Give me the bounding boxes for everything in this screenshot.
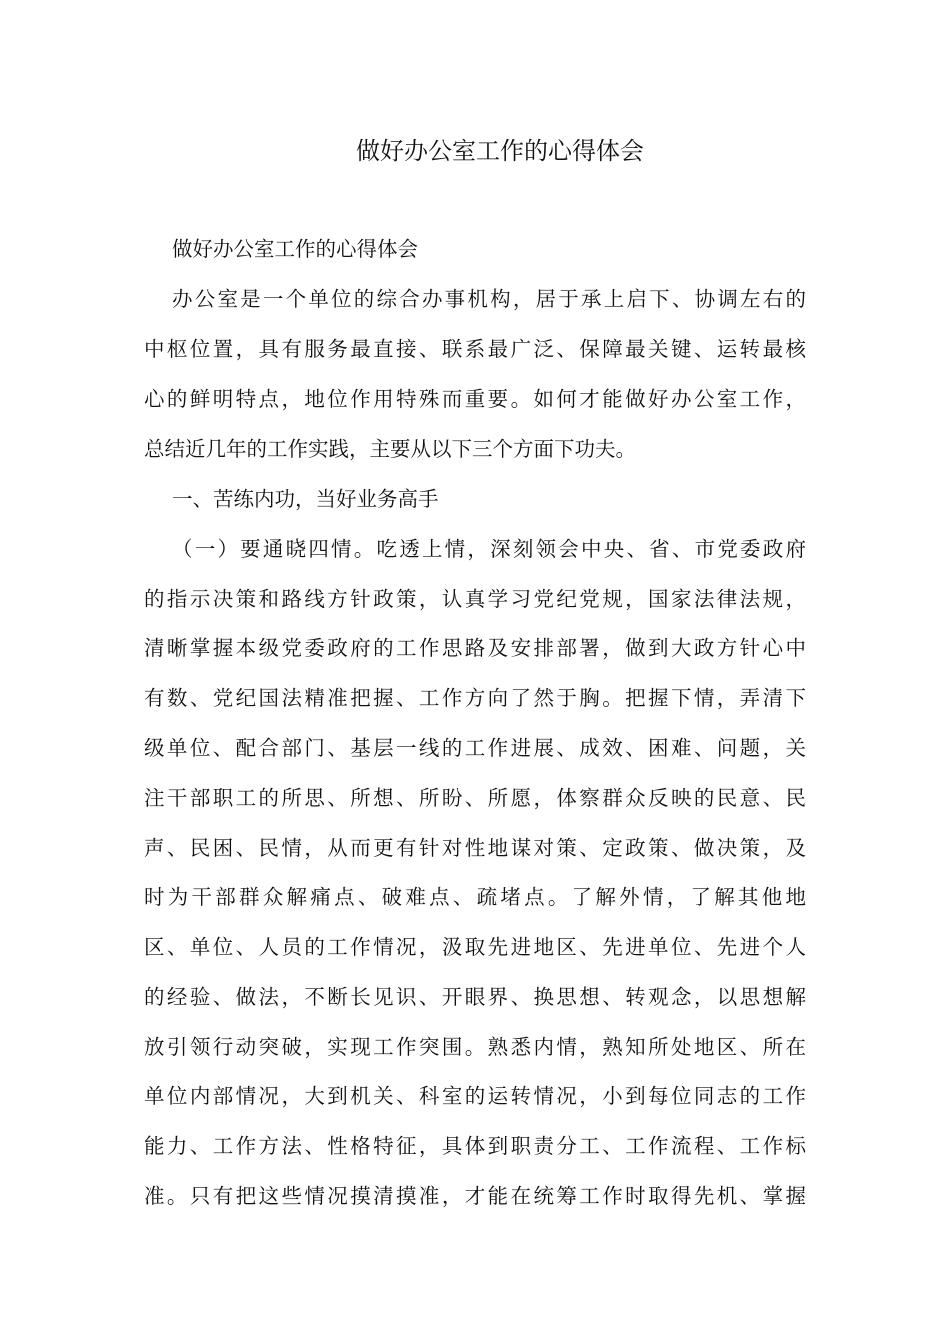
paragraph-line: 放引领行动突破，实现工作突围。熟悉内情，熟知所处地区、所在 [144, 1035, 806, 1059]
paragraph-line: 的指示决策和路线方针政策，认真学习党纪党规，国家法律法规， [144, 587, 806, 611]
paragraph-line: 声、民困、民情，从而更有针对性地谋对策、定政策、做决策，及 [144, 836, 806, 860]
paragraph-line: 注干部职工的所思、所想、所盼、所愿，体察群众反映的民意、民 [144, 786, 806, 810]
paragraph-line: 有数、党纪国法精准把握、工作方向了然于胸。把握下情，弄清下 [144, 686, 806, 710]
section-heading: 一、苦练内功，当好业务高手 [172, 487, 439, 511]
paragraph-line: （一）要通晓四情。吃透上情，深刻领会中央、省、市党委政府 [172, 537, 806, 561]
paragraph-line: 清晰掌握本级党委政府的工作思路及安排部署，做到大政方针心中 [144, 636, 806, 660]
paragraph-line: 中枢位置，具有服务最直接、联系最广泛、保障最关键、运转最核 [144, 337, 806, 361]
paragraph-line: 准。只有把这些情况摸清摸准，才能在统筹工作时取得先机、掌握 [144, 1184, 806, 1208]
paragraph-line: 能力、工作方法、性格特征，具体到职责分工、工作流程、工作标 [144, 1134, 806, 1158]
paragraph-line: 级单位、配合部门、基层一线的工作进展、成效、困难、问题，关 [144, 736, 806, 760]
paragraph-line: 的经验、做法，不断长见识、开眼界、换思想、转观念，以思想解 [144, 985, 806, 1009]
paragraph-line: 区、单位、人员的工作情况，汲取先进地区、先进单位、先进个人 [144, 935, 806, 959]
paragraph-line: 心的鲜明特点，地位作用特殊而重要。如何才能做好办公室工作， [144, 387, 806, 411]
paragraph-line: 总结近几年的工作实践，主要从以下三个方面下功夫。 [144, 437, 636, 461]
paragraph-line: 办公室是一个单位的综合办事机构，居于承上启下、协调左右的 [172, 287, 806, 311]
paragraph-line: 单位内部情况，大到机关、科室的运转情况，小到每位同志的工作 [144, 1084, 806, 1108]
document-title: 做好办公室工作的心得体会 [356, 137, 644, 165]
paragraph-line: 时为干部群众解痛点、破难点、疏堵点。了解外情，了解其他地 [144, 885, 806, 909]
subtitle-line: 做好办公室工作的心得体会 [172, 237, 418, 261]
